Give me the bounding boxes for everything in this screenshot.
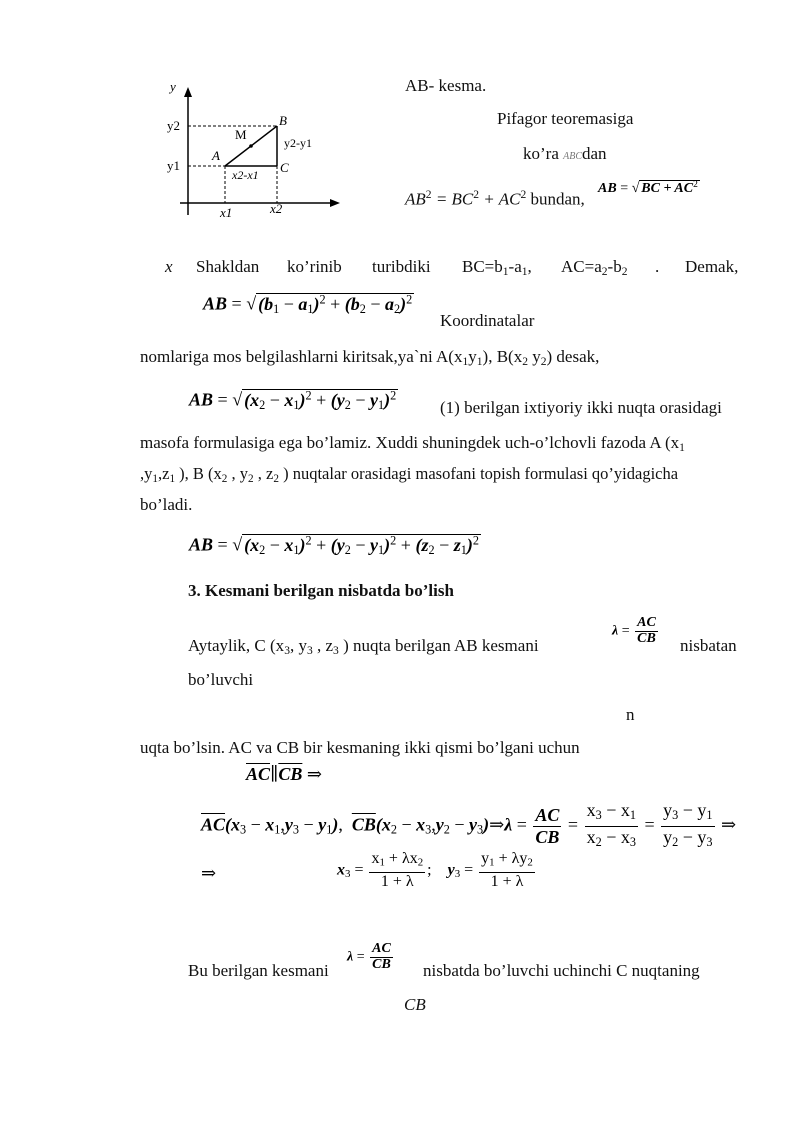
p3-line-2: masofa formulasiga ega bo’lamiz. Xuddi shuningdek uch-o’lchovli fazoda A ($x_1$ <box>140 433 685 454</box>
side-sq3: 2 <box>520 188 527 201</box>
p4-line-2: bo’luvchi <box>188 670 254 689</box>
formula-ab-xy: AB = √ $(x_2 - x_1)^2 + (y_2 - y_1)^2$ <box>189 388 397 412</box>
p3-line-3: $,y_1,z_1$ ), B ($x_2$ , $y_2$ , $z_2$ ) nuqtalar orasidagi masofani topish formulasi qo’yidagicha <box>140 464 679 485</box>
formula-lambda-2: λ = $\frac{AC}{CB}$ <box>347 941 391 972</box>
label-x2: x2 <box>270 201 283 216</box>
side-line-2: Pifagor teoremasiga <box>497 109 634 128</box>
side-line-4 <box>405 188 585 209</box>
side-abc: ABC <box>563 151 583 162</box>
p2-line: nomlariga mos belgilashlarni kiritsak,ya`ni $A(x_1y_1)$, $B(x_2$ $y_2$) desak, <box>140 347 600 368</box>
label-axis-y: y <box>170 79 176 94</box>
label-m: M <box>235 127 247 142</box>
side-line-3 <box>523 144 607 164</box>
formula-ab-xyz: AB = √ $(x_2 - x_1)^2 + (y_2 - y_1)^2 + (z_2 - z_1)^2$ <box>189 533 479 557</box>
label-horizontal: x2-x1 <box>232 168 259 182</box>
side-ab: AB <box>405 189 426 209</box>
side-dan: dan <box>582 144 607 163</box>
label-vertical: y2-y1 <box>284 136 312 150</box>
p6-a: Bu berilgan kesmani <box>188 961 329 980</box>
side-sq2: 2 <box>473 188 480 201</box>
p1-word-shakldan: Shakldan <box>196 257 260 276</box>
p1-word-korinib: ko’rinib <box>287 257 342 276</box>
p4-line-1: Aytaylik, C ($x_3$, $y_3$ , $z_3$ ) nuqta berilgan AB kesmani <box>188 636 539 657</box>
formula-ab-ba: AB = √ $(b_1 - a_1)^2 + (b_2 - a_2)^2$ <box>203 292 413 316</box>
p4-nisbatan: nisbatan <box>680 636 737 655</box>
side-bundan: bundan, <box>526 189 585 209</box>
label-a: A <box>212 148 220 163</box>
label-c: C <box>280 160 289 175</box>
p6-cb: CB <box>404 995 426 1014</box>
label-y1: y1 <box>167 158 180 173</box>
point-m <box>249 144 253 148</box>
coordinate-figure <box>140 75 340 225</box>
koordinatalar: Koordinatalar <box>440 311 535 330</box>
label-b: B <box>279 113 287 128</box>
side-bc: = BC <box>431 189 474 209</box>
p1-word-turibdiki: turibdiki <box>372 257 431 276</box>
p4-n: n <box>626 705 635 724</box>
side-kora: ko’ra <box>523 144 564 163</box>
p1-word-demak: Demak, <box>685 257 739 276</box>
formula-lambda-1: λ = $\frac{AC}{CB}$ <box>612 615 656 646</box>
p1-x: x <box>165 257 173 276</box>
formula-pythagoras: AB = √ BC + $AC^2$ <box>598 180 698 197</box>
formula-coordinates: $x_3$ = $\frac{x_1 + \lambda x_2}{1 + \lambda}$ ; $y_3$ = $\frac{y_1 + \lambda y_2}{1 + \lambda}$ <box>337 850 533 891</box>
formula-vectors: $\overline{AC}(x_3 - x_1,y_3 - y_1)$, $\overline{CB}(x_2 - x_3,y_2$ − $y_3)\Rightarrow\lambda$ = $\frac{AC}{CB}$ = $\frac{x_3 - x_1}{x_2 - x_3}$ = $\frac{y_3 - y_1}{y_2 - y_3}$ ⇒ <box>201 800 737 849</box>
p5-line: uqta bo’lsin. AC va CB bir kesmaning ikki qismi bo’lgani uchun <box>140 738 580 757</box>
x-axis-arrow <box>330 199 340 207</box>
y-axis-arrow <box>184 87 192 97</box>
side-line-1: AB- kesma. <box>405 76 487 95</box>
p1-dot: . <box>655 257 660 276</box>
p6-b: nisbatda bo’luvchi uchinchi C nuqtaning <box>423 961 700 980</box>
formula-parallel: $\overline{AC}\parallel\overline{CB}$ ⇒ <box>246 764 322 784</box>
p1-bc: $BC=b_1-a_1$, <box>462 257 532 278</box>
p1-ac: $AC=a_2-b_2$ <box>561 257 628 278</box>
formula-arrow-result: ⇒ <box>201 863 217 883</box>
p3-line-4: bo’ladi. <box>140 495 193 514</box>
label-y2: y2 <box>167 118 180 133</box>
side-ac: + AC <box>479 189 521 209</box>
section-heading: 3. Kesmani berilgan nisbatda bo’lish <box>188 581 454 600</box>
p3-line-1: (1) berilgan ixtiyoriy ikki nuqta orasidagi <box>440 398 722 417</box>
label-x1: x1 <box>220 205 233 220</box>
side-sq1: 2 <box>425 188 432 201</box>
